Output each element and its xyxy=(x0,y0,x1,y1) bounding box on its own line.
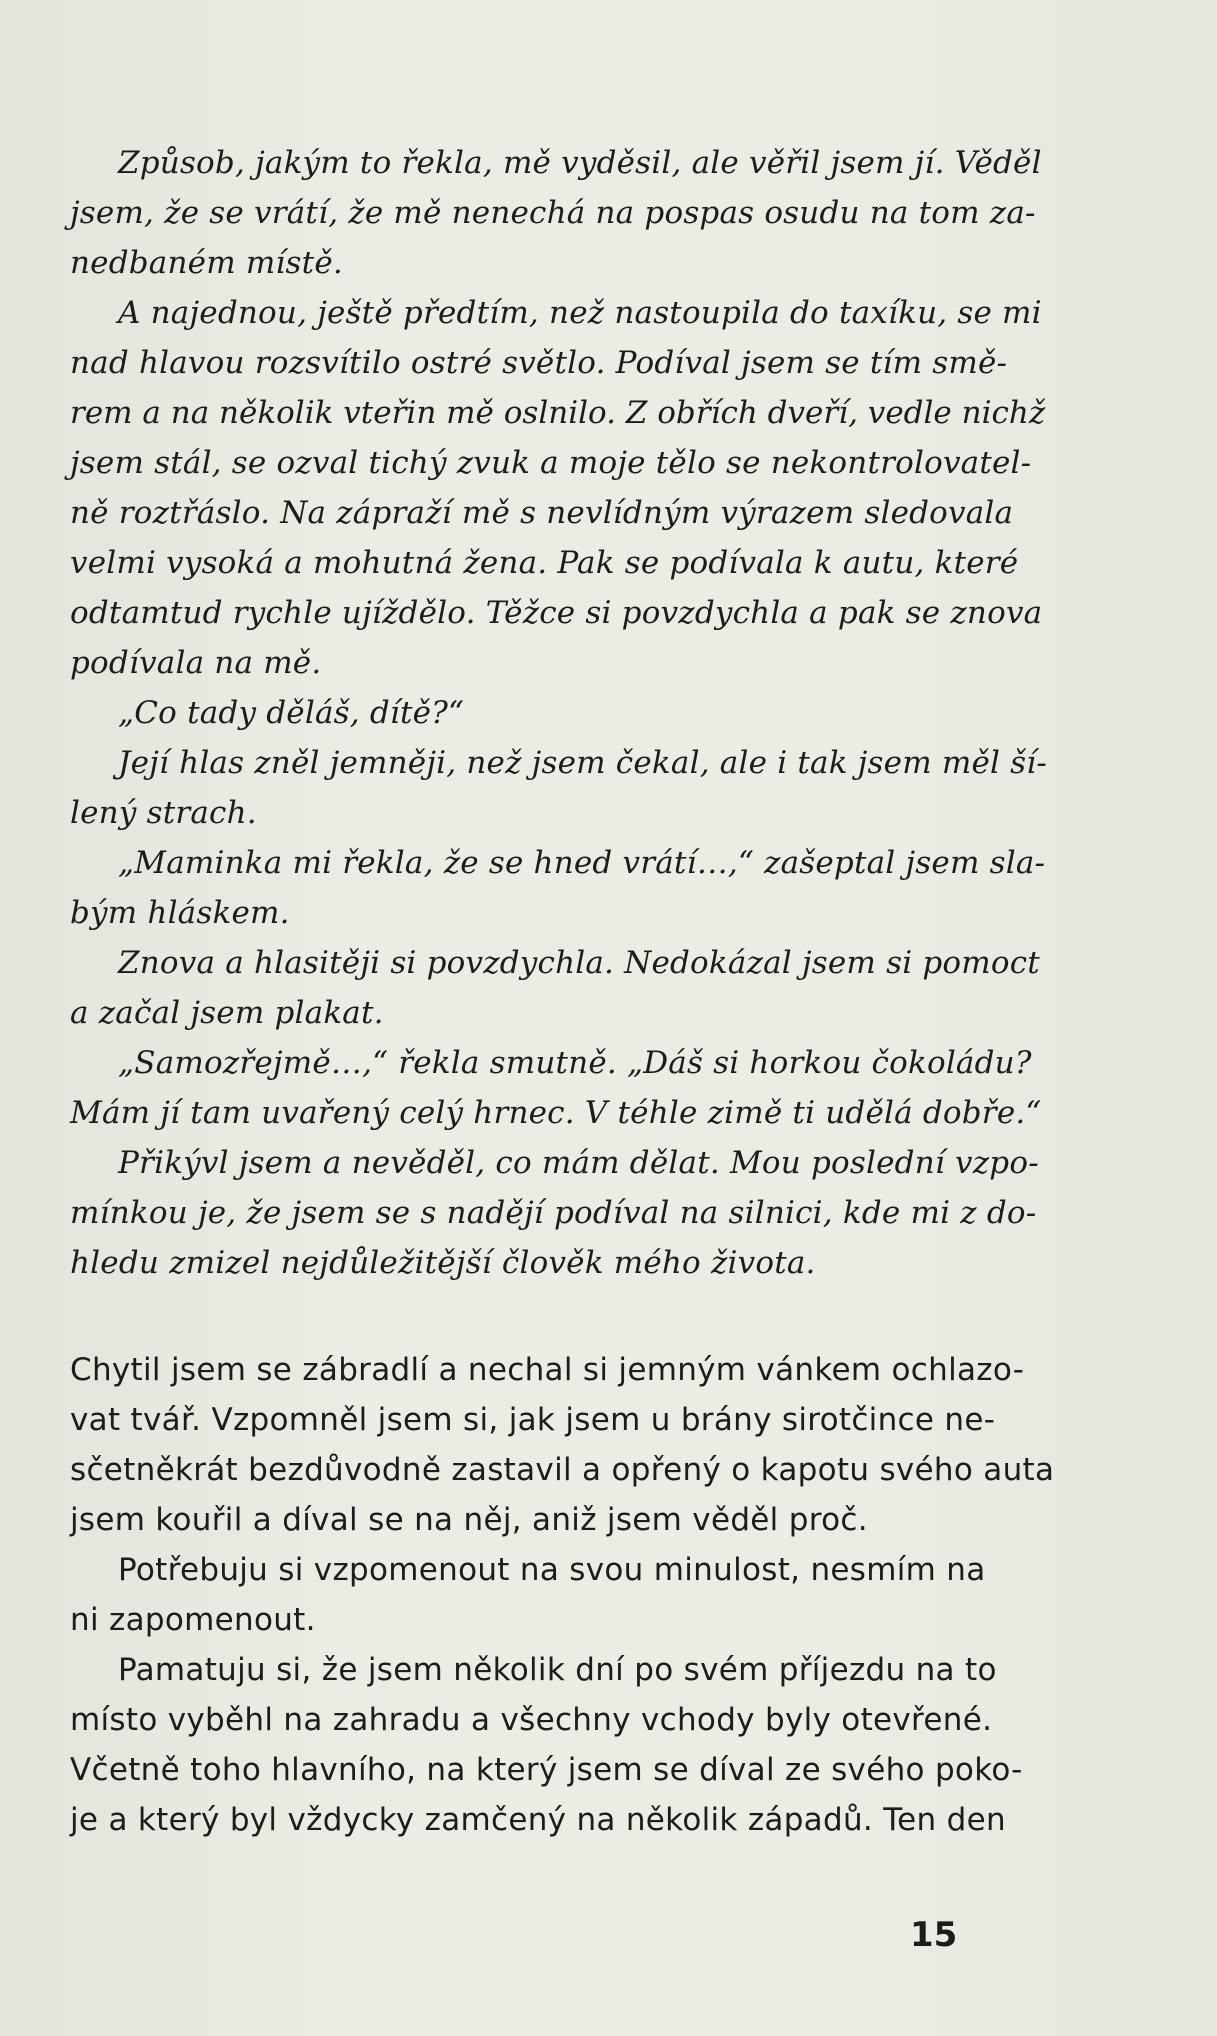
text-line: Včetně toho hlavního, na který jsem se díval ze svého poko- xyxy=(70,1752,1023,1788)
text-line: je a který byl vždycky zamčený na několik západů. Ten den xyxy=(70,1802,1006,1838)
text-line: Její hlas zněl jemněji, než jsem čekal, ale i tak jsem měl ší- xyxy=(118,745,1048,781)
text-line: Potřebuju si vzpomenout na svou minulost, nesmím na xyxy=(118,1552,986,1588)
text-line: ni zapomenout. xyxy=(70,1602,316,1638)
main-narrative-section xyxy=(70,1345,1055,1845)
text-line: A najednou, ještě předtím, než nastoupila do taxíku, se mi xyxy=(118,295,1042,331)
italic-flashback-section xyxy=(70,138,1050,1288)
text-line: bým hláskem. xyxy=(70,895,290,931)
text-line: Chytil jsem se zábradlí a nechal si jemným vánkem ochlazo- xyxy=(70,1352,1025,1388)
text-line: lený strach. xyxy=(70,795,257,831)
text-line: rem a na několik vteřin mě oslnilo. Z obřích dveří, vedle nichž xyxy=(70,395,1046,431)
text-line: Mám jí tam uvařený celý hrnec. V téhle zimě ti udělá dobře.“ xyxy=(70,1095,1042,1131)
text-line: ně roztřáslo. Na zápraží mě s nevlídným výrazem sledovala xyxy=(70,495,1014,531)
text-line: jsem kouřil a díval se na něj, aniž jsem věděl proč. xyxy=(70,1502,868,1538)
text-line: hledu zmizel nejdůležitější člověk mého života. xyxy=(70,1245,816,1281)
text-line: Znova a hlasitěji si povzdychla. Nedokázal jsem si pomoct xyxy=(118,945,1040,981)
text-line: sčetněkrát bezdůvodně zastavil a opřený o kapotu svého auta xyxy=(70,1452,1055,1488)
text-line: nedbaném místě. xyxy=(70,245,343,281)
text-line: Způsob, jakým to řekla, mě vyděsil, ale věřil jsem jí. Věděl xyxy=(118,145,1042,181)
text-line: vat tvář. Vzpomněl jsem si, jak jsem u brány sirotčince ne- xyxy=(70,1402,996,1438)
text-line: „Maminka mi řekla, že se hned vrátí…,“ zašeptal jsem sla- xyxy=(118,845,1046,881)
text-line: nad hlavou rozsvítilo ostré světlo. Podíval jsem se tím smě- xyxy=(70,345,1008,381)
text-line: „Samozřejmě…,“ řekla smutně. „Dáš si horkou čokoládu? xyxy=(118,1045,1032,1081)
text-line: místo vyběhl na zahradu a všechny vchody byly otevřené. xyxy=(70,1702,993,1738)
text-line: jsem, že se vrátí, že mě nenechá na pospas osudu na tom za- xyxy=(70,195,1036,231)
text-line: odtamtud rychle ujíždělo. Těžce si povzdychla a pak se znova xyxy=(70,595,1043,631)
text-line: velmi vysoká a mohutná žena. Pak se podívala k autu, které xyxy=(70,545,1019,581)
text-line: Přikývl jsem a nevěděl, co mám dělat. Mou poslední vzpo- xyxy=(118,1145,1039,1181)
text-line: jsem stál, se ozval tichý zvuk a moje tělo se nekontrolovatel- xyxy=(70,445,1032,481)
text-line: mínkou je, že jsem se s nadějí podíval na silnici, kde mi z do- xyxy=(70,1195,1037,1231)
text-line: a začal jsem plakat. xyxy=(70,995,384,1031)
text-line: podívala na mě. xyxy=(70,645,322,681)
text-line: Pamatuju si, že jsem několik dní po svém příjezdu na to xyxy=(118,1652,997,1688)
text-line: „Co tady děláš, dítě?“ xyxy=(118,695,465,731)
page-number: 15 xyxy=(910,1915,958,1955)
